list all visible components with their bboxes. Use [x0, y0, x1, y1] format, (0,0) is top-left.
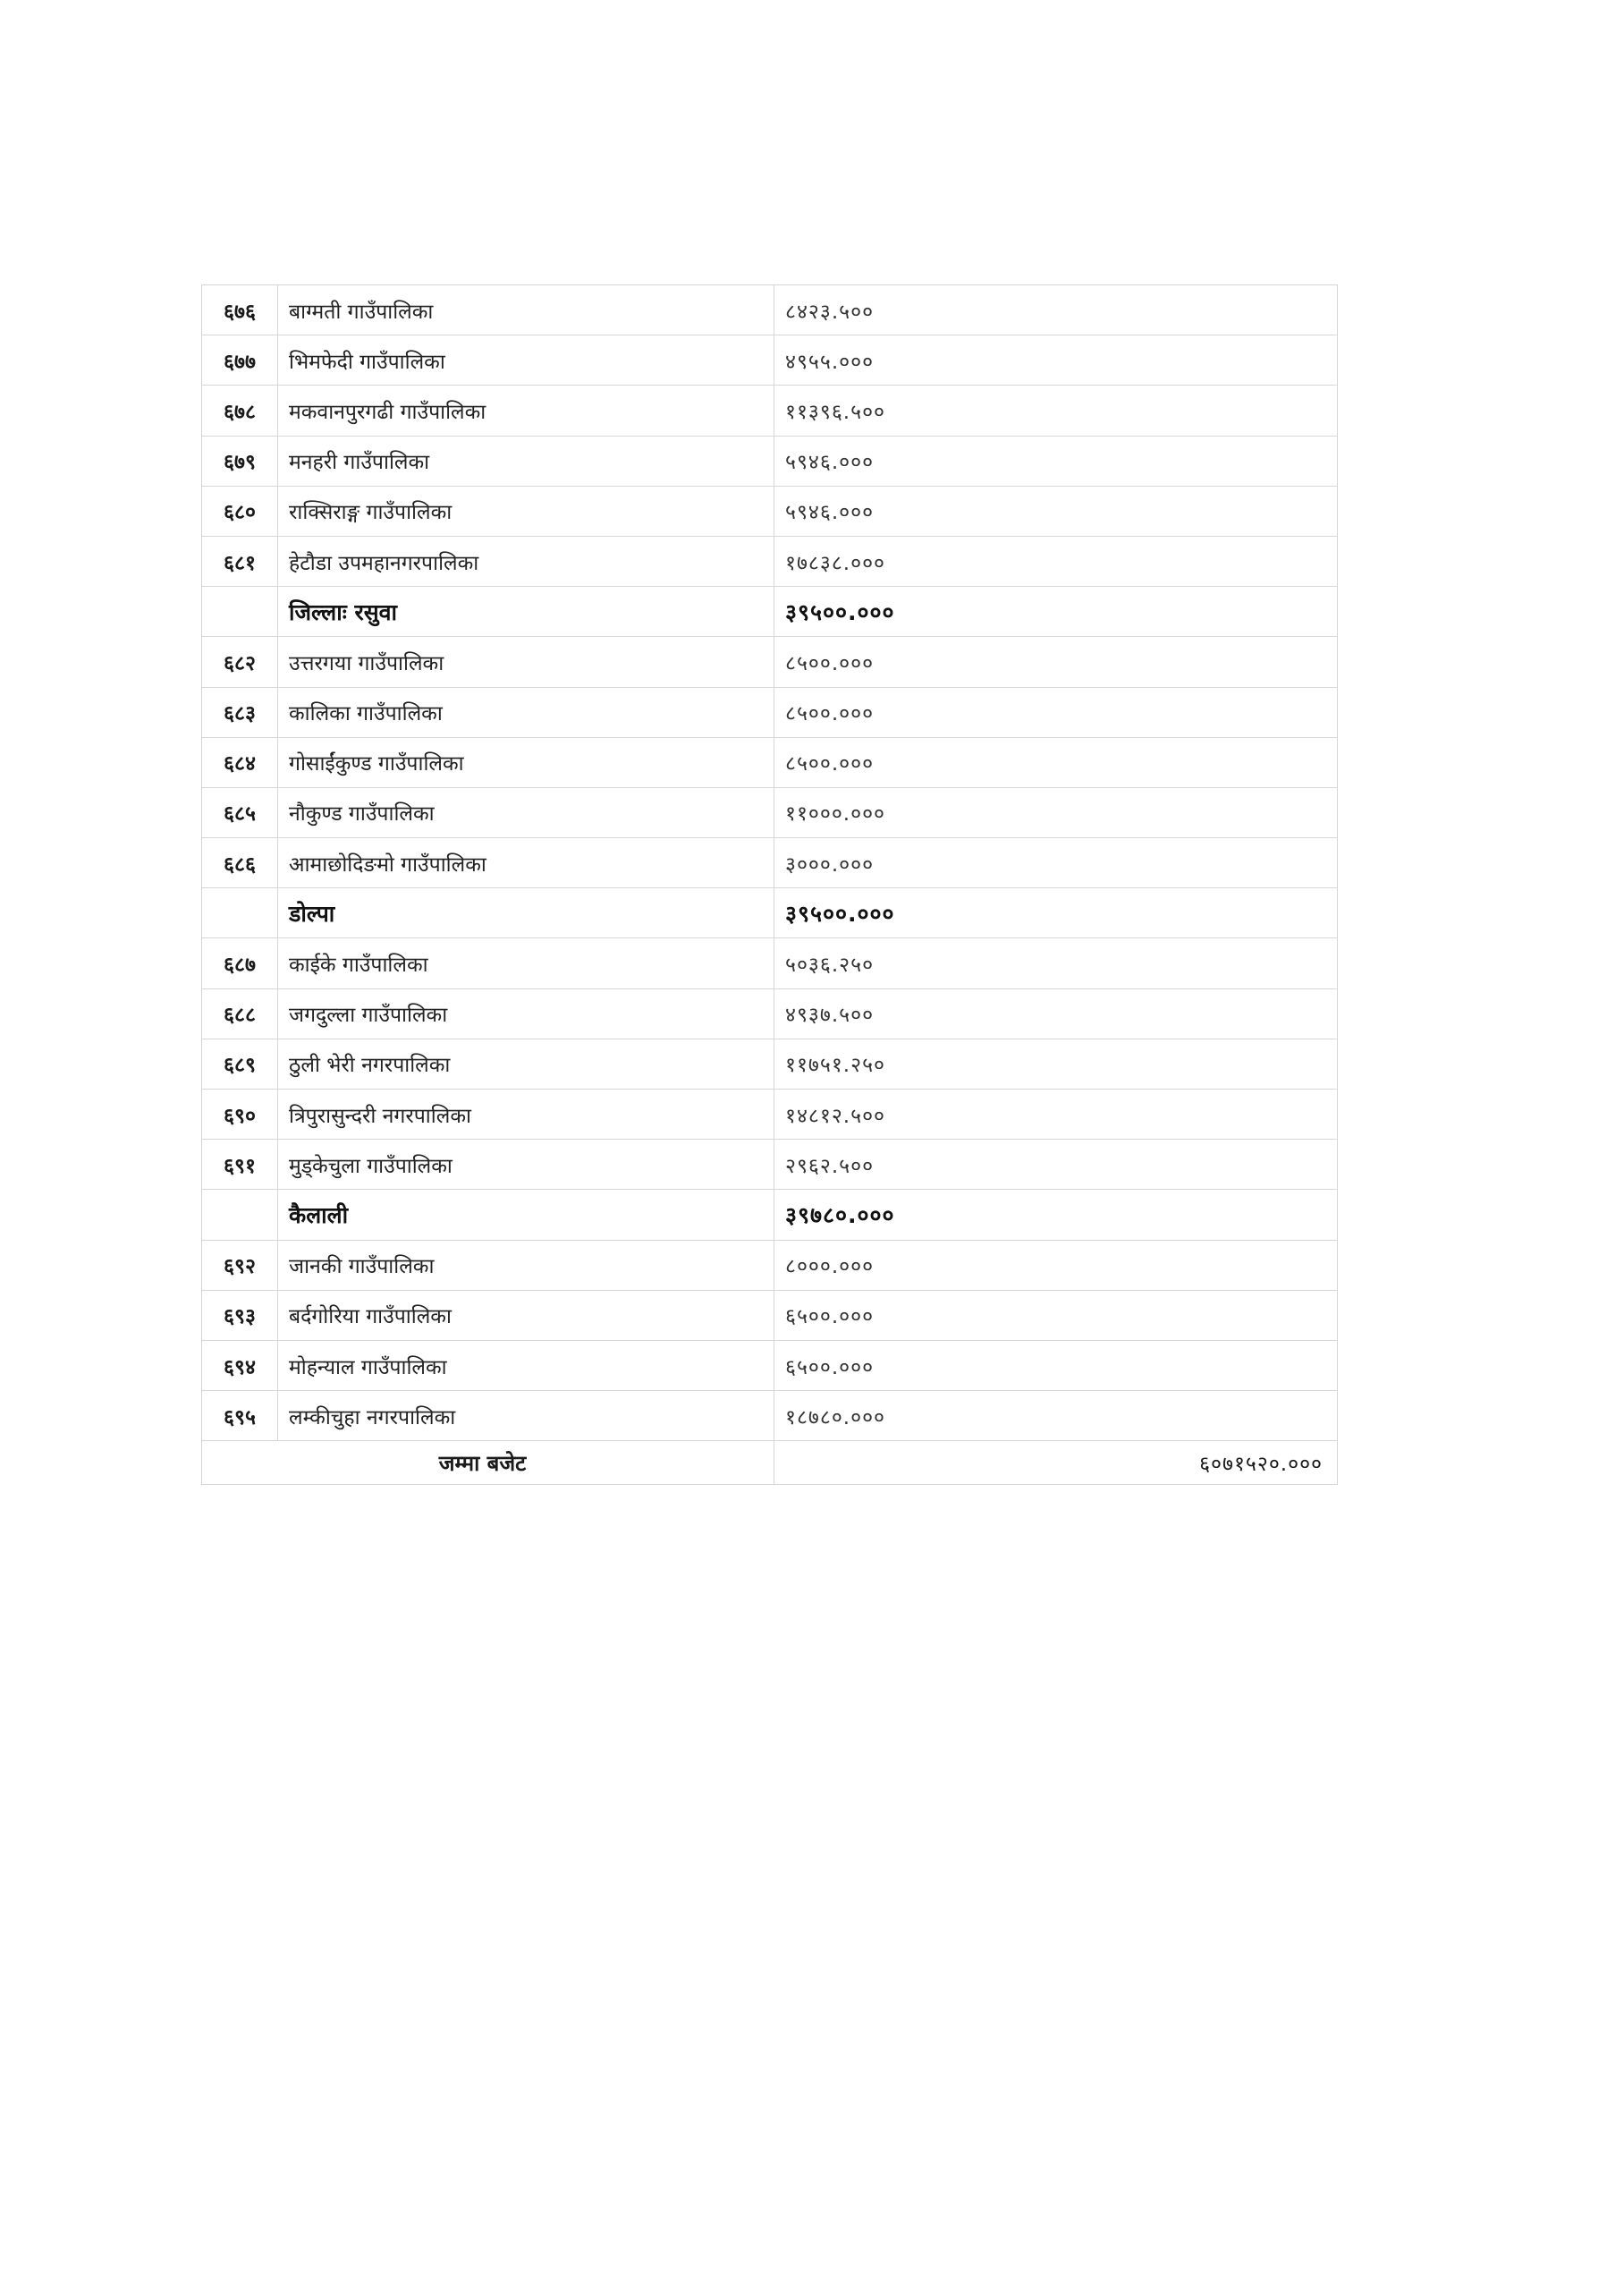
- serial-number: ६७७: [202, 335, 278, 386]
- municipality-name: गोसाईंकुण्ड गाउँपालिका: [278, 737, 774, 787]
- serial-number: [202, 587, 278, 637]
- district-header-row: [202, 1190, 1338, 1240]
- serial-number: ६८३: [202, 687, 278, 737]
- serial-number: ६७६: [202, 285, 278, 335]
- table-row: [202, 988, 1338, 1039]
- district-header-row: [202, 888, 1338, 938]
- serial-number: ६९२: [202, 1240, 278, 1290]
- serial-number: ६९५: [202, 1391, 278, 1441]
- budget-amount: ११०००.०००: [774, 787, 1338, 837]
- district-name: कैलाली: [278, 1190, 774, 1240]
- budget-amount: १८७८०.०००: [774, 1391, 1338, 1441]
- total-amount: ६०७१५२०.०००: [774, 1441, 1338, 1485]
- budget-table: [201, 284, 1338, 1485]
- district-total-amount: ३९७८०.०००: [774, 1190, 1338, 1240]
- budget-amount: ३०००.०००: [774, 838, 1338, 888]
- budget-amount: ४९५५.०००: [774, 335, 1338, 386]
- municipality-name: काईके गाउँपालिका: [278, 938, 774, 988]
- budget-amount: ५९४६.०००: [774, 486, 1338, 536]
- serial-number: ६९३: [202, 1290, 278, 1340]
- budget-amount: ५०३६.२५०: [774, 938, 1338, 988]
- table-row: [202, 1140, 1338, 1190]
- budget-amount: १७८३८.०००: [774, 536, 1338, 586]
- serial-number: ६८०: [202, 486, 278, 536]
- serial-number: ६८४: [202, 737, 278, 787]
- table-row: [202, 335, 1338, 386]
- total-row: [202, 1441, 1338, 1485]
- municipality-name: उत्तरगया गाउँपालिका: [278, 637, 774, 687]
- serial-number: ६७८: [202, 386, 278, 436]
- budget-amount: ८५००.०००: [774, 637, 1338, 687]
- budget-amount: ११३९६.५००: [774, 386, 1338, 436]
- table-row: [202, 938, 1338, 988]
- table-row: [202, 536, 1338, 586]
- district-header-row: [202, 587, 1338, 637]
- municipality-name: जगदुल्ला गाउँपालिका: [278, 988, 774, 1039]
- municipality-name: बर्दगोरिया गाउँपालिका: [278, 1290, 774, 1340]
- municipality-name: नौकुण्ड गाउँपालिका: [278, 787, 774, 837]
- serial-number: ६९०: [202, 1090, 278, 1140]
- municipality-name: भिमफेदी गाउँपालिका: [278, 335, 774, 386]
- total-label: जम्मा बजेट: [202, 1441, 774, 1485]
- serial-number: ६८९: [202, 1039, 278, 1089]
- serial-number: [202, 888, 278, 938]
- serial-number: ६८६: [202, 838, 278, 888]
- table-row: [202, 838, 1338, 888]
- municipality-name: बाग्मती गाउँपालिका: [278, 285, 774, 335]
- municipality-name: मुड्केचुला गाउँपालिका: [278, 1140, 774, 1190]
- municipality-name: राक्सिराङ्ग गाउँपालिका: [278, 486, 774, 536]
- district-name: जिल्लाः रसुवा: [278, 587, 774, 637]
- serial-number: ६८७: [202, 938, 278, 988]
- budget-amount: २९६२.५००: [774, 1140, 1338, 1190]
- table-row: [202, 1340, 1338, 1390]
- municipality-name: आमाछोदिङमो गाउँपालिका: [278, 838, 774, 888]
- table-row: [202, 737, 1338, 787]
- district-total-amount: ३९५००.०००: [774, 888, 1338, 938]
- municipality-name: जानकी गाउँपालिका: [278, 1240, 774, 1290]
- serial-number: ६८१: [202, 536, 278, 586]
- table-row: [202, 687, 1338, 737]
- district-total-amount: ३९५००.०००: [774, 587, 1338, 637]
- budget-amount: ८०००.०००: [774, 1240, 1338, 1290]
- serial-number: ६९१: [202, 1140, 278, 1190]
- serial-number: ६७९: [202, 436, 278, 486]
- budget-amount: ११७५१.२५०: [774, 1039, 1338, 1089]
- budget-amount: ५९४६.०००: [774, 436, 1338, 486]
- district-name: डोल्पा: [278, 888, 774, 938]
- table-row: [202, 1391, 1338, 1441]
- serial-number: ६८२: [202, 637, 278, 687]
- municipality-name: लम्कीचुहा नगरपालिका: [278, 1391, 774, 1441]
- table-row: [202, 486, 1338, 536]
- municipality-name: ठुली भेरी नगरपालिका: [278, 1039, 774, 1089]
- table-row: [202, 1039, 1338, 1089]
- budget-amount: ८५००.०००: [774, 687, 1338, 737]
- serial-number: ६९४: [202, 1340, 278, 1390]
- serial-number: ६८५: [202, 787, 278, 837]
- budget-table-body: [202, 285, 1338, 1485]
- table-row: [202, 1090, 1338, 1140]
- municipality-name: त्रिपुरासुन्दरी नगरपालिका: [278, 1090, 774, 1140]
- municipality-name: हेटौडा उपमहानगरपालिका: [278, 536, 774, 586]
- budget-amount: ८४२३.५००: [774, 285, 1338, 335]
- table-row: [202, 1240, 1338, 1290]
- table-row: [202, 285, 1338, 335]
- table-row: [202, 1290, 1338, 1340]
- serial-number: [202, 1190, 278, 1240]
- table-row: [202, 386, 1338, 436]
- municipality-name: मनहरी गाउँपालिका: [278, 436, 774, 486]
- municipality-name: मकवानपुरगढी गाउँपालिका: [278, 386, 774, 436]
- municipality-name: मोहन्याल गाउँपालिका: [278, 1340, 774, 1390]
- budget-amount: ४९३७.५००: [774, 988, 1338, 1039]
- budget-amount: १४८१२.५००: [774, 1090, 1338, 1140]
- table-row: [202, 637, 1338, 687]
- municipality-name: कालिका गाउँपालिका: [278, 687, 774, 737]
- serial-number: ६८८: [202, 988, 278, 1039]
- table-row: [202, 436, 1338, 486]
- budget-amount: ६५००.०००: [774, 1340, 1338, 1390]
- budget-amount: ६५००.०००: [774, 1290, 1338, 1340]
- budget-amount: ८५००.०००: [774, 737, 1338, 787]
- table-row: [202, 787, 1338, 837]
